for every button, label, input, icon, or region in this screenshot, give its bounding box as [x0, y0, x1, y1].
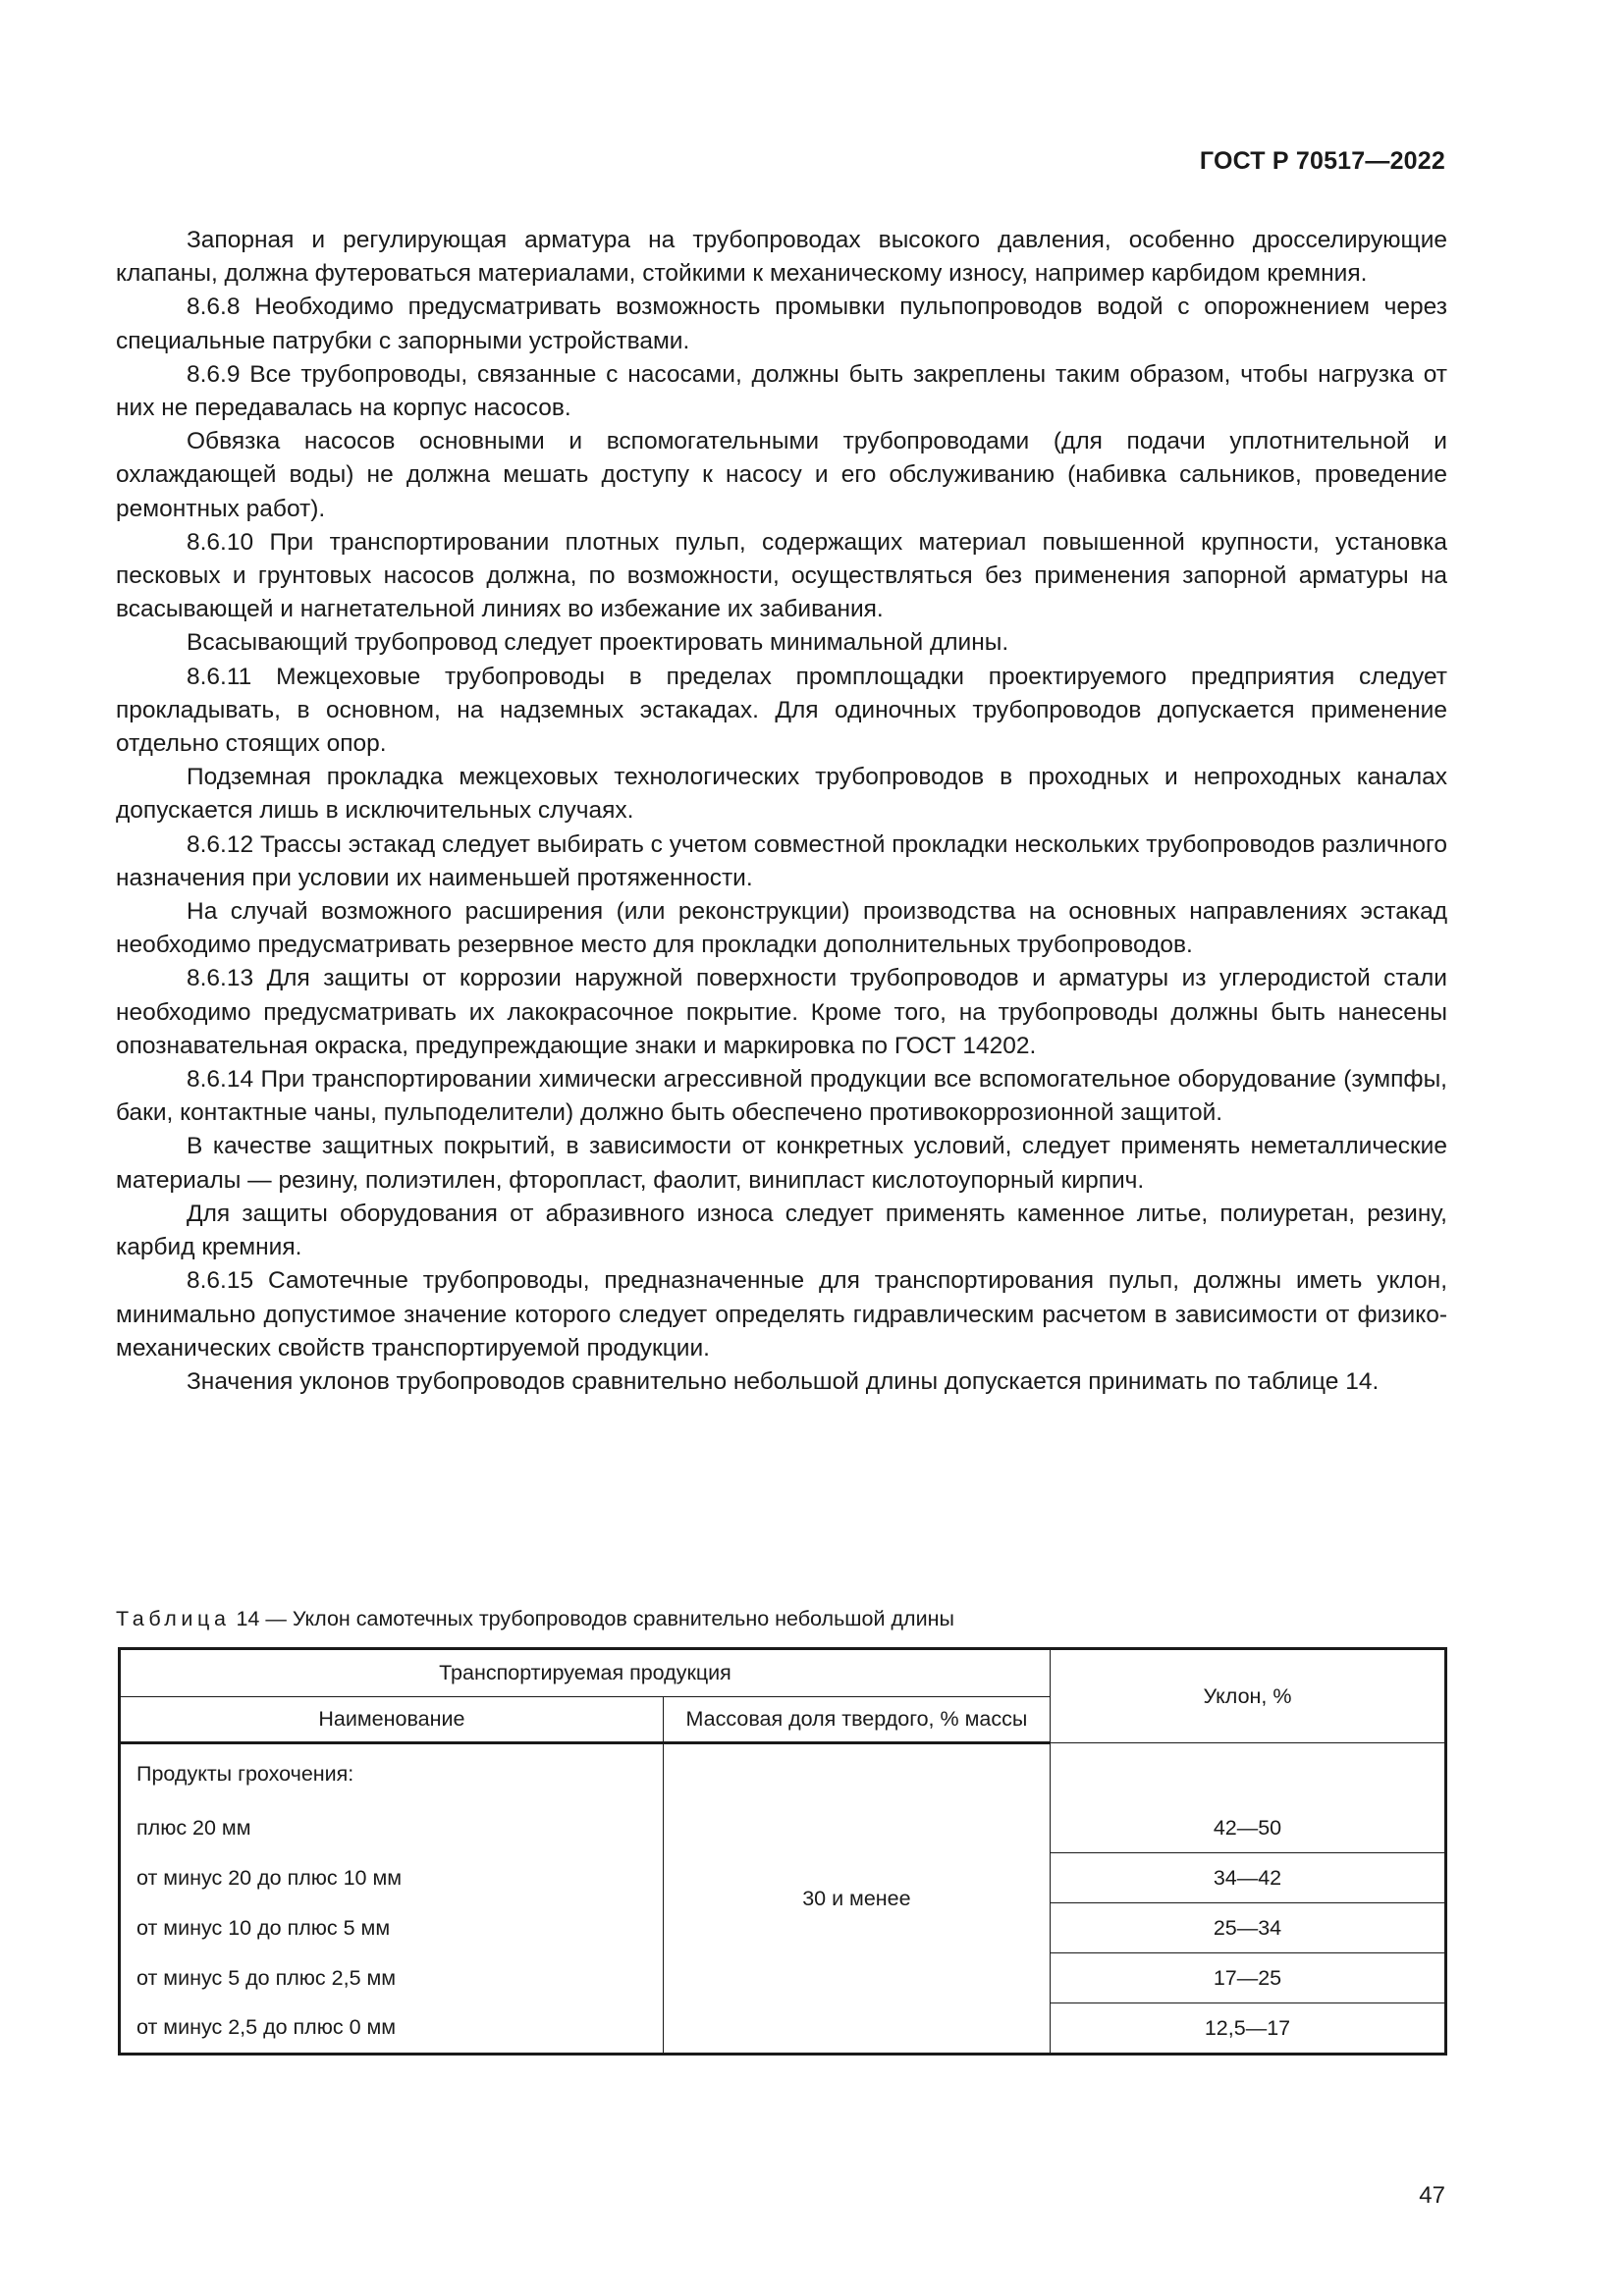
- page-number: 47: [1419, 2182, 1445, 2209]
- row-name: от минус 2,5 до плюс 0 мм: [120, 2003, 664, 2055]
- document-header: ГОСТ Р 70517—2022: [1199, 147, 1445, 175]
- row-slope: 17—25: [1050, 1953, 1445, 2003]
- paragraph: Подземная прокладка межцеховых технологических трубопроводов в проходных и непроходных каналах допускается лишь в исключительных случаях.: [116, 764, 1447, 825]
- header-slope: Уклон, %: [1050, 1649, 1445, 1743]
- paragraph: 8.6.11 Межцеховые трубопроводы в пределах промплощадки проектируемого предприятия следует прокладывать, в основном, на надземных эстакадах. Для одиночных трубопроводов допускается применение отдельно стоящих опор.: [116, 663, 1447, 758]
- paragraph: На случай возможного расширения (или реконструкции) производства на основных направлениях эстакад необходимо предусматривать резервное место для прокладки дополнительных трубопроводов.: [116, 898, 1447, 959]
- row-slope: 34—42: [1050, 1853, 1445, 1903]
- paragraph: 8.6.14 При транспортировании химически агрессивной продукции все вспомогательное оборудование (зумпфы, баки, контактные чаны, пульподелители) должно быть обеспечено противокоррозионной защитой.: [116, 1066, 1447, 1127]
- paragraph: Для защиты оборудования от абразивного износа следует применять каменное литье, полиуретан, резину, карбид кремния.: [116, 1200, 1447, 1261]
- paragraph: 8.6.15 Самотечные трубопроводы, предназначенные для транспортирования пульп, должны иметь уклон, минимально допустимое значение которого следует определять гидравлическим расчетом в зависимости от физико-механических свойств транспортируемой продукции.: [116, 1267, 1447, 1362]
- row-name: Продукты грохочения:: [120, 1743, 664, 1804]
- body-text: [116, 224, 1447, 1399]
- row-slope: 42—50: [1050, 1803, 1445, 1853]
- paragraph: Запорная и регулирующая арматура на трубопроводах высокого давления, особенно дросселирующие клапаны, должна футероваться материалами, стойкими к механическому износу, например карбидом кремния.: [116, 227, 1447, 288]
- row-name: от минус 5 до плюс 2,5 мм: [120, 1953, 664, 2003]
- paragraph: 8.6.9 Все трубопроводы, связанные с насосами, должны быть закреплены таким образом, чтобы нагрузка от них не передавалась на корпус насосов.: [116, 360, 1447, 422]
- header-transported-product: Транспортируемая продукция: [120, 1649, 1051, 1697]
- row-slope: 25—34: [1050, 1903, 1445, 1953]
- table-caption-text: 14 — Уклон самотечных трубопроводов сравнительно небольшой длины: [230, 1607, 954, 1630]
- paragraph: 8.6.10 При транспортировании плотных пульп, содержащих материал повышенной крупности, установка песковых и грунтовых насосов должна, по возможности, осуществляться без применения запорной арматуры на всасывающей и нагнетательной линиях во избежание их забивания.: [116, 528, 1447, 623]
- header-name: Наименование: [120, 1697, 664, 1743]
- slope-table: [118, 1647, 1447, 2056]
- header-mass-fraction: Массовая доля твердого, % массы: [663, 1697, 1050, 1743]
- paragraph: Обвязка насосов основными и вспомогательными трубопроводами (для подачи уплотнительной и охлаждающей воды) не должна мешать доступу к насосу и его обслуживанию (набивка сальников, проведение ремонтных работ).: [116, 428, 1447, 522]
- row-slope: [1050, 1743, 1445, 1804]
- table-caption-label: Таблица: [116, 1607, 231, 1630]
- paragraph: В качестве защитных покрытий, в зависимости от конкретных условий, следует применять неметаллические материалы — резину, полиэтилен, фторопласт, фаолит, винипласт кислотоупорный кирпич.: [116, 1133, 1447, 1194]
- table-caption: [116, 1607, 954, 1631]
- paragraph: Значения уклонов трубопроводов сравнительно небольшой длины допускается принимать по таблице 14.: [187, 1367, 1380, 1395]
- table-row: [120, 1743, 1446, 1804]
- row-name: от минус 10 до плюс 5 мм: [120, 1903, 664, 1953]
- paragraph: 8.6.13 Для защиты от коррозии наружной поверхности трубопроводов и арматуры из углеродистой стали необходимо предусматривать их лакокрасочное покрытие. Кроме того, на трубопроводы должны быть нанесены опознавательная окраска, предупреждающие знаки и маркировка по ГОСТ 14202.: [116, 965, 1447, 1059]
- row-slope: 12,5—17: [1050, 2003, 1445, 2055]
- paragraph: 8.6.12 Трассы эстакад следует выбирать с учетом совместной прокладки нескольких трубопроводов различного назначения при условии их наименьшей протяженности.: [116, 830, 1447, 891]
- row-name: от минус 20 до плюс 10 мм: [120, 1853, 664, 1903]
- mass-fraction-value: 30 и менее: [663, 1743, 1050, 2055]
- paragraph: 8.6.8 Необходимо предусматривать возможность промывки пульпопроводов водой с опорожнением через специальные патрубки с запорными устройствами.: [116, 294, 1447, 354]
- paragraph: Всасывающий трубопровод следует проектировать минимальной длины.: [187, 629, 1009, 657]
- row-name: плюс 20 мм: [120, 1803, 664, 1853]
